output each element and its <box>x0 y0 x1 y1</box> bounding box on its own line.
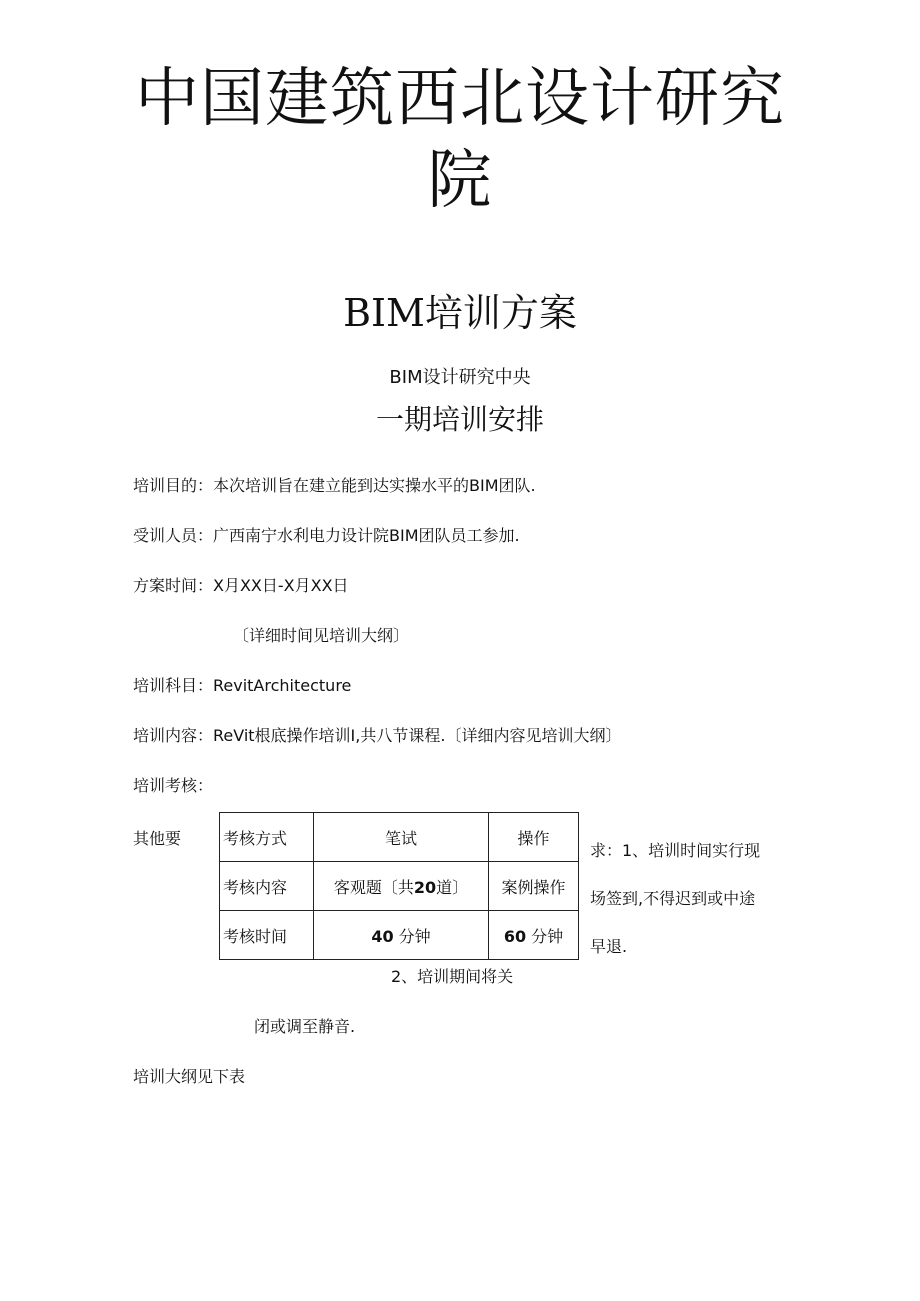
training-subject: 培训科目：RevitArchitecture <box>133 676 352 695</box>
department-subtitle: BIM设计研究中央 <box>389 367 531 388</box>
requirement-line-1: 求：1、培训时间实行现 <box>590 841 761 860</box>
organization-title-line1: 中国建筑西北设计研究 <box>135 62 785 136</box>
table-cell: 操作 <box>489 813 579 862</box>
table-cell-number: 20 <box>413 877 437 897</box>
table-cell-text: 分钟 <box>531 926 564 946</box>
table-cell-number: 40 <box>371 926 394 946</box>
schedule-note: 〔详细时间见培训大纲〕 <box>233 626 410 645</box>
schedule: 方案时间：X月XX日-X月XX日 <box>133 576 349 595</box>
table-row <box>220 862 579 911</box>
outline-reference: 培训大纲见下表 <box>133 1067 246 1086</box>
phase-heading: 一期培训安排 <box>375 403 544 436</box>
training-purpose: 培训目的：本次培训旨在建立能到达实操水平的BIM团队. <box>133 476 536 495</box>
organization-title <box>0 58 920 222</box>
table-cell-number: 60 <box>503 926 527 946</box>
training-content: 培训内容：ReVit根底操作培训I,共八节课程.〔详细内容见培训大纲〕 <box>133 726 622 745</box>
table-cell: 案例操作 <box>489 862 579 911</box>
assessment-table <box>219 812 579 960</box>
table-row <box>220 911 579 960</box>
table-cell: 考核方式 <box>220 813 314 862</box>
table-cell: 笔试 <box>314 813 489 862</box>
table-cell-text: 道〕 <box>436 877 469 897</box>
table-cell <box>314 911 489 960</box>
requirement-2-part2: 闭或调至静音. <box>254 1017 356 1036</box>
table-cell <box>489 911 579 960</box>
table-cell-text: 客观题〔共 <box>333 877 414 897</box>
table-cell: 考核时间 <box>220 911 314 960</box>
requirement-2-part1: 2、培训期间将关 <box>391 967 514 986</box>
document-title: BIM培训方案 <box>343 291 577 335</box>
requirement-line-3: 早退. <box>590 937 628 956</box>
table-cell: 考核内容 <box>220 862 314 911</box>
trainees: 受训人员：广西南宁水利电力设计院BIM团队员工参加. <box>133 526 520 545</box>
requirement-line-2: 场签到,不得迟到或中途 <box>590 889 756 908</box>
table-row <box>220 813 579 862</box>
table-cell <box>314 862 489 911</box>
assessment-label: 培训考核： <box>133 776 214 795</box>
table-cell-text: 分钟 <box>398 926 431 946</box>
other-requirements-label: 其他要 <box>133 829 182 848</box>
organization-title-line2: 院 <box>427 144 493 218</box>
